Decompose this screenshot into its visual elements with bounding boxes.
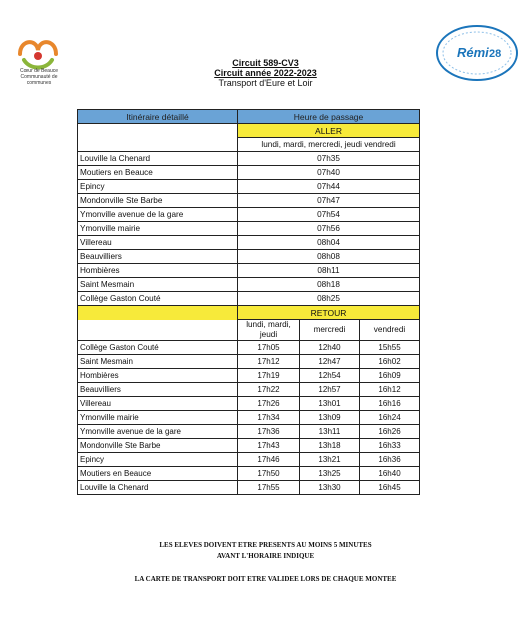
stop-name: Collège Gaston Couté <box>78 292 238 306</box>
time-wednesday: 13h25 <box>300 467 360 481</box>
retour-days-row <box>78 320 420 341</box>
table-row <box>78 439 420 453</box>
time-wednesday: 13h01 <box>300 397 360 411</box>
stop-name: Moutiers en Beauce <box>78 467 238 481</box>
time-friday: 16h24 <box>360 411 420 425</box>
stop-name: Saint Mesmain <box>78 355 238 369</box>
table-row <box>78 166 420 180</box>
table-row <box>78 425 420 439</box>
stop-name: Mondonville Ste Barbe <box>78 194 238 208</box>
table-row <box>78 152 420 166</box>
retour-label: RETOUR <box>238 306 420 320</box>
time-wednesday: 13h30 <box>300 481 360 495</box>
retour-section-row <box>78 306 420 320</box>
time-wednesday: 12h54 <box>300 369 360 383</box>
departure-time: 07h56 <box>238 222 420 236</box>
departure-time: 07h54 <box>238 208 420 222</box>
retour-days-col3: vendredi <box>360 320 420 341</box>
aller-days-row <box>78 138 420 152</box>
schedule-table <box>77 109 420 495</box>
table-row <box>78 292 420 306</box>
table-row <box>78 341 420 355</box>
footer-notice-card <box>0 574 531 585</box>
table-row <box>78 369 420 383</box>
time-mon-tue-thu: 17h36 <box>238 425 300 439</box>
time-mon-tue-thu: 17h34 <box>238 411 300 425</box>
remi-number-text: 28 <box>489 48 502 60</box>
departure-time: 08h08 <box>238 250 420 264</box>
footer-line3: LA CARTE DE TRANSPORT DOIT ETRE VALIDEE LORS DE CHAQUE MONTEE <box>134 575 397 583</box>
time-friday: 16h16 <box>360 397 420 411</box>
departure-time: 08h18 <box>238 278 420 292</box>
aller-label: ALLER <box>238 124 420 138</box>
time-mon-tue-thu: 17h50 <box>238 467 300 481</box>
stop-name: Villereau <box>78 397 238 411</box>
time-wednesday: 12h57 <box>300 383 360 397</box>
table-row <box>78 383 420 397</box>
time-friday: 16h26 <box>360 425 420 439</box>
stop-name: Epincy <box>78 453 238 467</box>
stop-name: Beauvilliers <box>78 383 238 397</box>
stop-name: Ymonville avenue de la gare <box>78 425 238 439</box>
table-row <box>78 467 420 481</box>
departure-time: 08h25 <box>238 292 420 306</box>
time-wednesday: 12h40 <box>300 341 360 355</box>
table-row <box>78 355 420 369</box>
time-friday: 16h45 <box>360 481 420 495</box>
table-row <box>78 453 420 467</box>
time-mon-tue-thu: 17h26 <box>238 397 300 411</box>
logo-caption-line2: Communauté de communes <box>20 74 58 86</box>
aller-rows <box>78 152 420 306</box>
document-header <box>0 58 531 88</box>
table-row <box>78 481 420 495</box>
departure-time: 07h35 <box>238 152 420 166</box>
stop-name: Ymonville avenue de la gare <box>78 208 238 222</box>
departure-time: 07h40 <box>238 166 420 180</box>
departure-time: 08h11 <box>238 264 420 278</box>
time-friday: 16h40 <box>360 467 420 481</box>
retour-days-col1: lundi, mardi, jeudi <box>238 320 300 341</box>
time-mon-tue-thu: 17h22 <box>238 383 300 397</box>
table-row <box>78 250 420 264</box>
time-friday: 16h36 <box>360 453 420 467</box>
departure-time: 07h47 <box>238 194 420 208</box>
table-header-row <box>78 110 420 124</box>
departure-time: 07h44 <box>238 180 420 194</box>
time-mon-tue-thu: 17h55 <box>238 481 300 495</box>
time-wednesday: 13h09 <box>300 411 360 425</box>
aller-section-row <box>78 124 420 138</box>
table-row <box>78 208 420 222</box>
time-mon-tue-thu: 17h43 <box>238 439 300 453</box>
table-row <box>78 411 420 425</box>
table-row <box>78 397 420 411</box>
stop-name: Louville la Chenard <box>78 152 238 166</box>
footer-line2: AVANT L'HORAIRE INDIQUE <box>216 552 315 560</box>
table-row <box>78 180 420 194</box>
stop-name: Saint Mesmain <box>78 278 238 292</box>
circuit-year: Circuit année 2022-2023 <box>214 68 317 78</box>
time-friday: 16h09 <box>360 369 420 383</box>
stop-name: Beauvilliers <box>78 250 238 264</box>
departure-time: 08h04 <box>238 236 420 250</box>
stop-name: Hombières <box>78 264 238 278</box>
table-row <box>78 278 420 292</box>
stop-name: Hombières <box>78 369 238 383</box>
retour-days-col2: mercredi <box>300 320 360 341</box>
time-mon-tue-thu: 17h12 <box>238 355 300 369</box>
remi-brand-text: Rémi <box>457 45 489 60</box>
time-mon-tue-thu: 17h05 <box>238 341 300 355</box>
time-friday: 16h33 <box>360 439 420 453</box>
time-mon-tue-thu: 17h19 <box>238 369 300 383</box>
table-row <box>78 222 420 236</box>
footer-notice-presence <box>0 540 531 562</box>
col-time-header: Heure de passage <box>238 110 420 124</box>
table-row <box>78 264 420 278</box>
stop-name: Louville la Chenard <box>78 481 238 495</box>
time-mon-tue-thu: 17h46 <box>238 453 300 467</box>
time-wednesday: 12h47 <box>300 355 360 369</box>
stop-name: Ymonville mairie <box>78 222 238 236</box>
time-wednesday: 13h18 <box>300 439 360 453</box>
stop-name: Epincy <box>78 180 238 194</box>
stop-name: Moutiers en Beauce <box>78 166 238 180</box>
time-friday: 16h02 <box>360 355 420 369</box>
time-wednesday: 13h11 <box>300 425 360 439</box>
time-friday: 16h12 <box>360 383 420 397</box>
stop-name: Mondonville Ste Barbe <box>78 439 238 453</box>
retour-rows <box>78 341 420 495</box>
stop-name: Ymonville mairie <box>78 411 238 425</box>
footer-line1: LES ELEVES DOIVENT ETRE PRESENTS AU MOINS 5 MINUTES <box>159 541 372 549</box>
table-row <box>78 236 420 250</box>
aller-days: lundi, mardi, mercredi, jeudi vendredi <box>238 138 420 152</box>
stop-name: Villereau <box>78 236 238 250</box>
stop-name: Collège Gaston Couté <box>78 341 238 355</box>
table-row <box>78 194 420 208</box>
circuit-title: Circuit 589-CV3 <box>232 58 299 68</box>
col-itinerary-header: Itinéraire détaillé <box>78 110 238 124</box>
transport-name: Transport d'Eure et Loir <box>218 78 313 88</box>
time-friday: 15h55 <box>360 341 420 355</box>
time-wednesday: 13h21 <box>300 453 360 467</box>
logo-caption-line1: Cœur de Beauce <box>19 68 59 74</box>
